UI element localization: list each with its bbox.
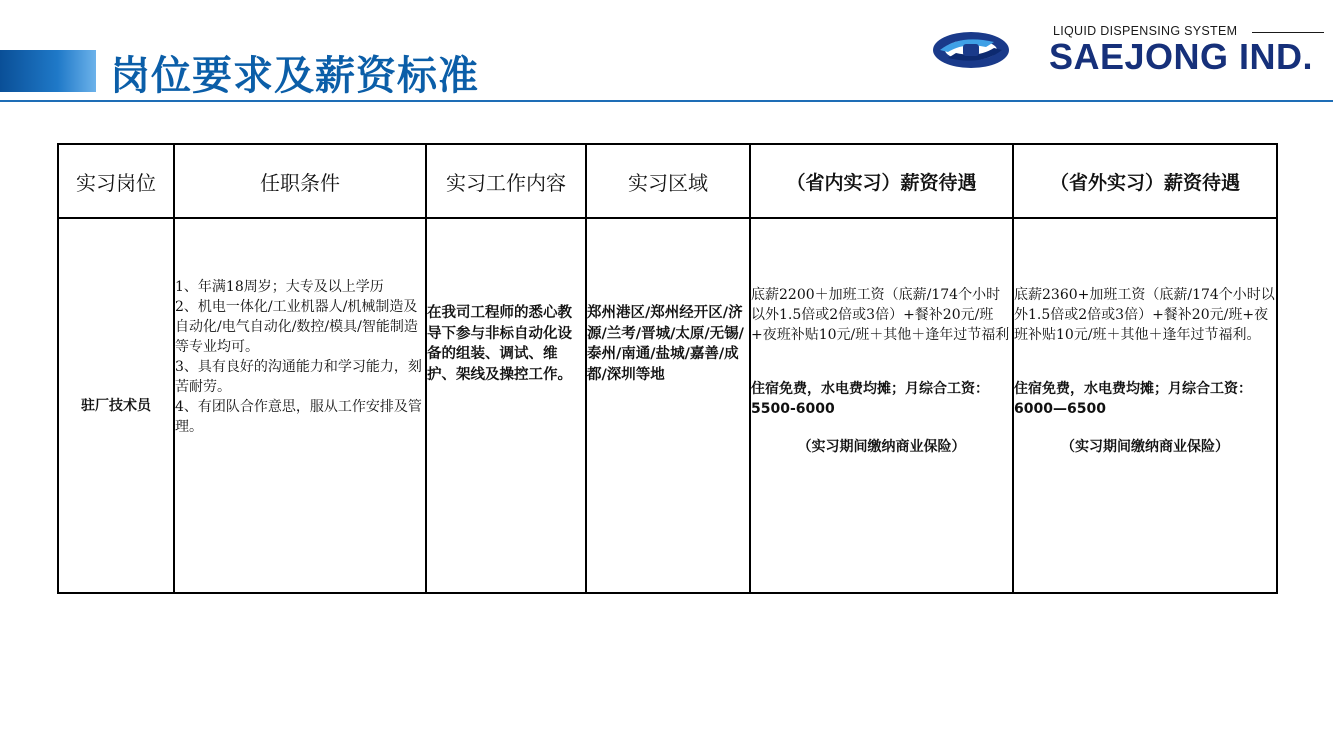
title-accent-bar: [0, 50, 96, 92]
pay-out-note: （实习期间缴纳商业保险）: [1061, 439, 1229, 455]
col-header-position: 实习岗位: [58, 144, 174, 218]
logo-tagline-rule: [1252, 32, 1324, 33]
col-header-area: 实习区域: [586, 144, 750, 218]
pay-in-note: （实习期间缴纳商业保险）: [797, 439, 966, 455]
table-header-row: [58, 144, 1277, 218]
pay-out-benefit: 住宿免费，水电费均摊；月综合工资：6000—6500: [1014, 381, 1252, 417]
logo-tagline: LIQUID DISPENSING SYSTEM: [1053, 24, 1238, 38]
table-row: [58, 218, 1277, 593]
header-divider: [0, 100, 1333, 102]
requirement-item: 4、有团队合作意思，服从工作安排及管理。: [175, 399, 422, 435]
col-header-work-content: 实习工作内容: [426, 144, 586, 218]
col-header-requirements: 任职条件: [174, 144, 426, 218]
cell-requirements: [174, 218, 426, 593]
requirements-table: [57, 143, 1278, 594]
col-header-pay-in-province: （省内实习）薪资待遇: [750, 144, 1013, 218]
cell-area: 郑州港区/郑州经开区/济源/兰考/晋城/太原/无锡/泰州/南通/盐城/嘉善/成都/深圳等地: [586, 218, 750, 593]
pay-in-base: 底薪2200＋加班工资（底薪/174个小时以外1.5倍或2倍或3倍）+餐补20元/班+夜班补贴10元/班＋其他＋逢年过节福利: [751, 287, 1010, 343]
cell-position: 驻厂技术员: [58, 218, 174, 593]
company-logo-icon: [930, 28, 1012, 72]
page-title: 岗位要求及薪资标准: [110, 53, 479, 99]
requirements-table-wrapper: [57, 143, 1276, 594]
requirement-item: 1、年满18周岁；大专及以上学历: [175, 279, 384, 295]
cell-pay-out-province: [1013, 218, 1277, 593]
cell-pay-in-province: [750, 218, 1013, 593]
requirement-item: 2、机电一体化/工业机器人/机械制造及自动化/电气自动化/数控/模具/智能制造等专业均可。: [175, 299, 418, 355]
pay-in-benefit: 住宿免费，水电费均摊；月综合工资：5500-6000: [751, 381, 989, 417]
col-header-pay-out-province: （省外实习）薪资待遇: [1013, 144, 1277, 218]
cell-work-content: 在我司工程师的悉心教导下参与非标自动化设备的组装、调试、维护、架线及操控工作。: [426, 218, 586, 593]
pay-out-base: 底薪2360+加班工资（底薪/174个小时以外1.5倍或2倍或3倍）+餐补20元/班+夜班补贴10元/班＋其他＋逢年过节福利。: [1014, 287, 1275, 343]
logo-wordmark: SAEJONG IND.: [1049, 36, 1314, 77]
requirement-item: 3、具有良好的沟通能力和学习能力，刻苦耐劳。: [175, 359, 422, 395]
